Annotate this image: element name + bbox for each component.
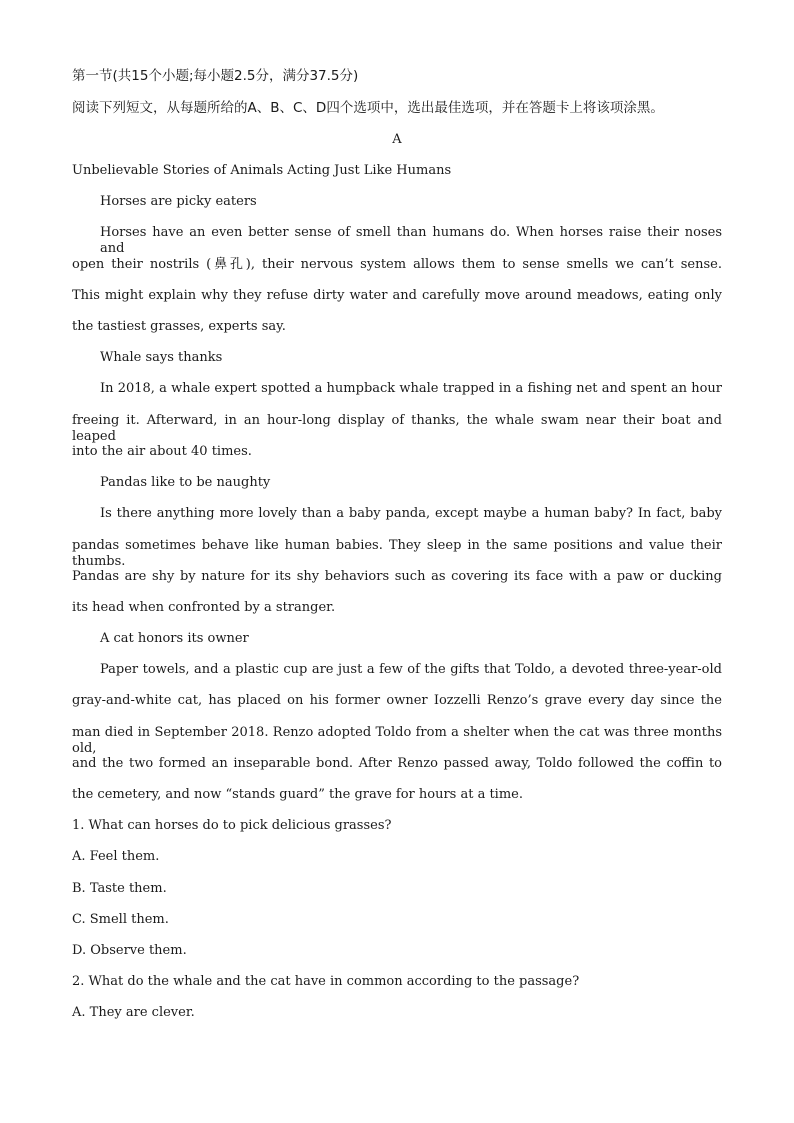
answer-option: B. Taste them. [72, 881, 167, 896]
paragraph-line: pandas sometimes behave like human babies. They sleep in the same positions and value their thumbs. [72, 538, 722, 569]
paragraph-line: Pandas are shy by nature for its shy behaviors such as covering its face with a paw or ducking [72, 569, 722, 584]
paragraph-line: man died in September 2018. Renzo adopted Toldo from a shelter when the cat was three months old, [72, 725, 722, 756]
paragraph-line: Is there anything more lovely than a baby panda, except maybe a human baby? In fact, baby [100, 506, 722, 521]
paragraph-line: freeing it. Afterward, in an hour-long display of thanks, the whale swam near their boat and leaped [72, 413, 722, 444]
section-heading: Horses are picky eaters [100, 194, 257, 209]
paragraph-line: the tastiest grasses, experts say. [72, 319, 286, 334]
answer-option: C. Smell them. [72, 912, 169, 927]
paragraph-line: In 2018, a whale expert spotted a humpback whale trapped in a fishing net and spent an hour [100, 381, 722, 396]
answer-option: A. They are clever. [72, 1005, 195, 1020]
paragraph-line: Paper towels, and a plastic cup are just a few of the gifts that Toldo, a devoted three-year-old [100, 662, 722, 677]
paragraph-line: and the two formed an inseparable bond. After Renzo passed away, Toldo followed the coffin to [72, 756, 722, 771]
passage-title: Unbelievable Stories of Animals Acting Just Like Humans [72, 163, 452, 178]
question-stem: 1. What can horses do to pick delicious grasses? [72, 818, 392, 833]
answer-option: D. Observe them. [72, 943, 187, 958]
paragraph-line: Horses have an even better sense of smell than humans do. When horses raise their noses and [100, 225, 722, 256]
section-heading: Whale says thanks [100, 350, 223, 365]
section-title: 第一节(共15个小题;每小题2.5分，满分37.5分) [72, 68, 359, 84]
paragraph-line: into the air about 40 times. [72, 444, 252, 459]
paragraph-line: the cemetery, and now “stands guard” the grave for hours at a time. [72, 787, 523, 802]
section-heading: Pandas like to be naughty [100, 475, 271, 490]
passage-label: A [392, 132, 402, 147]
paragraph-line: its head when confronted by a stranger. [72, 600, 336, 615]
question-stem: 2. What do the whale and the cat have in common according to the passage? [72, 974, 580, 989]
instruction-text: 阅读下列短文，从每题所给的A、B、C、D四个选项中，选出最佳选项，并在答题卡上将该项涂黑。 [72, 100, 664, 116]
section-heading: A cat honors its owner [100, 631, 249, 646]
paragraph-line: This might explain why they refuse dirty water and carefully move around meadows, eating only [72, 288, 722, 303]
answer-option: A. Feel them. [72, 849, 160, 864]
paragraph-line: gray-and-white cat, has placed on his former owner Iozzelli Renzo’s grave every day since the [72, 693, 722, 708]
paragraph-line: open their nostrils (鼻孔), their nervous system allows them to sense smells we can’t sense. [72, 257, 722, 272]
